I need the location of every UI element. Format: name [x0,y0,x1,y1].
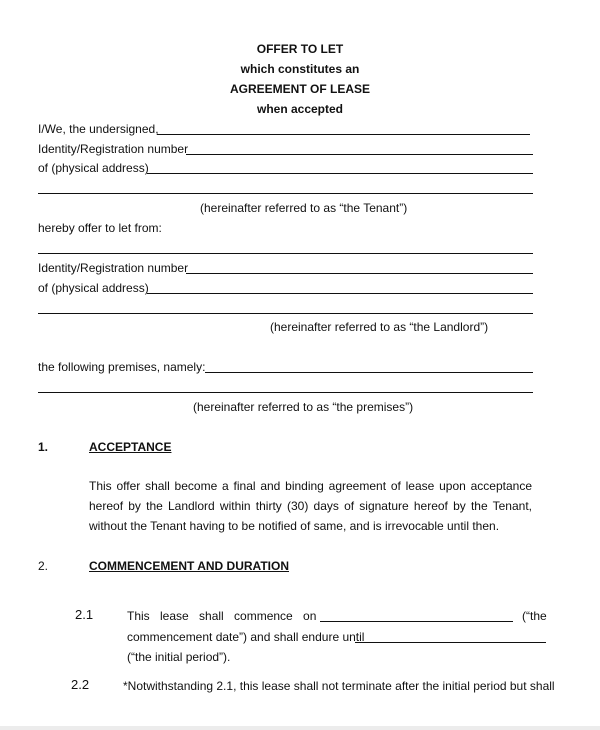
premises-field[interactable] [205,372,533,373]
doc-title-main: AGREEMENT OF LEASE [229,82,370,96]
section-1-number: 1. [38,440,49,454]
tenant-id-label: Identity/Registration number [38,142,189,156]
clause-2-2-number: 2.2 [71,677,90,692]
landlord-intro: hereby offer to let from: [38,221,162,235]
tenant-address-label: of (physical address) [38,161,149,175]
doc-subtitle-2: when accepted [256,102,344,116]
clause-2-1-text-3: commencement date”) and shall endure until [127,630,365,644]
premises-note: (hereinafter referred to as “the premises”) [193,400,414,414]
landlord-name-field[interactable] [38,253,533,254]
clause-2-1-number: 2.1 [75,607,94,622]
tenant-name-field[interactable] [157,134,530,135]
tenant-address-field[interactable] [147,173,533,174]
premises-field-2[interactable] [38,392,533,393]
clause-2-1-text-4: (“the initial period”). [127,650,231,664]
landlord-address-field-2[interactable] [38,313,533,314]
clause-2-1-text-1: This lease shall commence on [127,609,317,623]
tenant-address-field-2[interactable] [38,193,533,194]
landlord-address-label: of (physical address) [38,281,149,295]
tenant-id-field[interactable] [186,154,533,155]
landlord-id-field[interactable] [186,273,533,274]
section-2-heading: COMMENCEMENT AND DURATION [89,559,289,573]
end-date-field[interactable] [355,642,546,643]
tenant-note: (hereinafter referred to as “the Tenant”) [200,201,408,215]
doc-subtitle: which constitutes an [240,62,360,76]
premises-label: the following premises, namely: [38,360,206,374]
section-2-number: 2. [38,559,49,573]
commencement-date-field[interactable] [320,621,513,622]
clause-2-1-text-2: (“the [522,609,547,623]
landlord-id-label: Identity/Registration number [38,261,189,275]
landlord-note: (hereinafter referred to as “the Landlord”) [270,320,489,334]
tenant-name-label: I/We, the undersigned, [38,122,159,136]
section-1-heading: ACCEPTANCE [89,440,172,454]
section-1-text: This offer shall become a final and binding agreement of lease upon acceptance hereof by the Landlord within thirty (30) days of signature hereof by the Tenant, without the Tenant having to be notified of same, and is irrevocable until then. [89,479,532,533]
landlord-address-field[interactable] [147,293,533,294]
clause-2-2-text: *Notwithstanding 2.1, this lease shall not terminate after the initial period but shall [123,679,555,693]
doc-title: OFFER TO LET [256,42,344,56]
